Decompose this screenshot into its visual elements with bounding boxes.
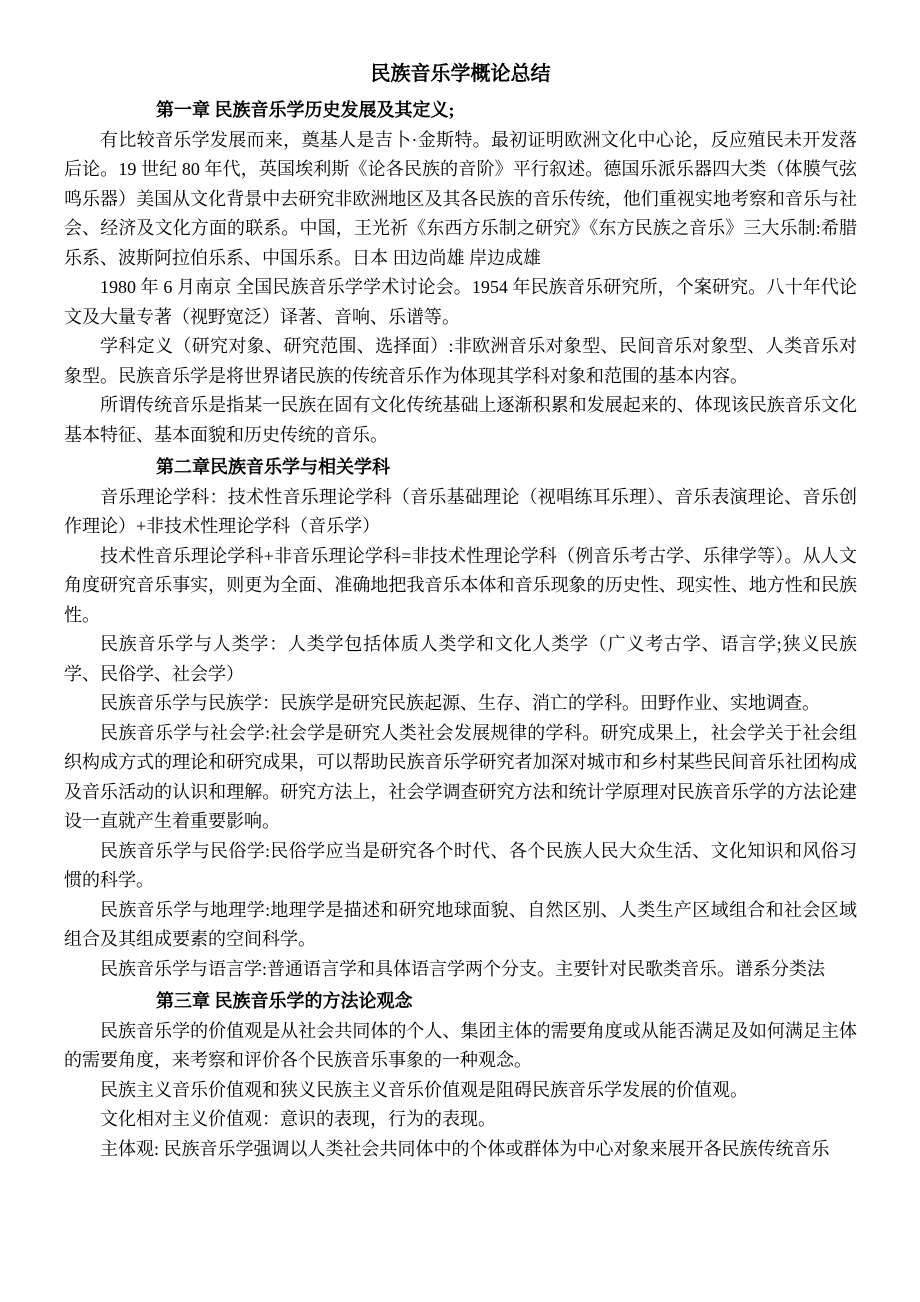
body-paragraph: 民族音乐学的价值观是从社会共同体的个人、集团主体的需要角度或从能否满足及如何满足主体的需要角度，来考察和评价各个民族音乐事象的一种观念。 [64,1020,857,1070]
chapter-heading: 第三章 民族音乐学的方法论观念 [156,991,413,1011]
body-paragraph: 民族音乐学与地理学:地理学是描述和研究地球面貌、自然区别、人类生产区域组合和社会区域组合及其组成要素的空间科学。 [64,899,857,949]
body-paragraph: 主体观: 民族音乐学强调以人类社会共同体中的个体或群体为中心对象来展开各民族传统音乐 [100,1138,830,1159]
body-paragraph: 文化相对主义价值观：意识的表现，行为的表现。 [100,1109,496,1129]
body-paragraph: 民族音乐学与社会学:社会学是研究人类社会发展规律的学科。研究成果上，社会学关于社会组织构成方式的理论和研究成果，可以帮助民族音乐学研究者加深对城市和乡村某些民间音乐社团构成及音乐活动的认识和理解。研究方法上，社会学调查研究方法和统计学原理对民族音乐学的方法论建设一直就产生着重要影响。 [64,722,857,831]
document-body [64,96,857,1164]
body-paragraph: 技术性音乐理论学科+非音乐理论学科=非技术性理论学科（例音乐考古学、乐律学等）。从人文角度研究音乐事实，则更为全面、准确地把我音乐本体和音乐现象的历史性、现实性、地方性和民族性。 [64,545,857,625]
body-paragraph: 民族音乐学与人类学：人类学包括体质人类学和文化人类学（广义考古学、语言学;狭义民族学、民俗学、社会学） [64,634,857,684]
body-paragraph: 有比较音乐学发展而来，奠基人是吉卜·金斯特。最初证明欧洲文化中心论，反应殖民未开发落后论。19 世纪 80 年代，英国埃利斯《论各民族的音阶》平行叙述。德国乐派乐器四大类（体膜气弦鸣乐器）美国从文化背景中去研究非欧洲地区及其各民族的音乐传统，他们重视实地考察和音乐与社会、经济及文化方面的联系。中国，王光祈《东西方乐制之研究》《东方民族之音乐》三大乐制:希腊乐系、波斯阿拉伯乐系、中国乐系。日本 田边尚雄 岸边成雄 [64,129,857,268]
document-title: 民族音乐学概论总结 [370,63,551,85]
body-paragraph: 民族主义音乐价值观和狭义民族主义音乐价值观是阻碍民族音乐学发展的价值观。 [100,1079,748,1100]
body-paragraph: 1980 年 6 月南京 全国民族音乐学学术讨论会。1954 年民族音乐研究所，个案研究。八十年代论文及大量专著（视野宽泛）译著、音响、乐谱等。 [64,277,857,327]
body-paragraph: 民族音乐学与民俗学:民俗学应当是研究各个时代、各个民族人民大众生活、文化知识和风俗习惯的科学。 [64,840,857,890]
body-paragraph: 所谓传统音乐是指某一民族在固有文化传统基础上逐渐积累和发展起来的、体现该民族音乐文化基本特征、基本面貌和历史传统的音乐。 [64,395,857,445]
body-paragraph: 学科定义（研究对象、研究范围、选择面）:非欧洲音乐对象型、民间音乐对象型、人类音乐对象型。民族音乐学是将世界诸民族的传统音乐作为体现其学科对象和范围的基本内容。 [64,336,857,386]
body-paragraph: 音乐理论学科：技术性音乐理论学科（音乐基础理论（视唱练耳乐理）、音乐表演理论、音乐创作理论）+非技术性理论学科（音乐学） [64,486,857,536]
body-paragraph: 民族音乐学与语言学:普通语言学和具体语言学两个分支。主要针对民歌类音乐。谱系分类法 [100,958,825,979]
chapter-heading: 第一章 民族音乐学历史发展及其定义; [156,100,455,120]
chapter-heading: 第二章民族音乐学与相关学科 [156,457,390,477]
body-paragraph: 民族音乐学与民族学：民族学是研究民族起源、生存、消亡的学科。田野作业、实地调查。 [100,693,820,713]
